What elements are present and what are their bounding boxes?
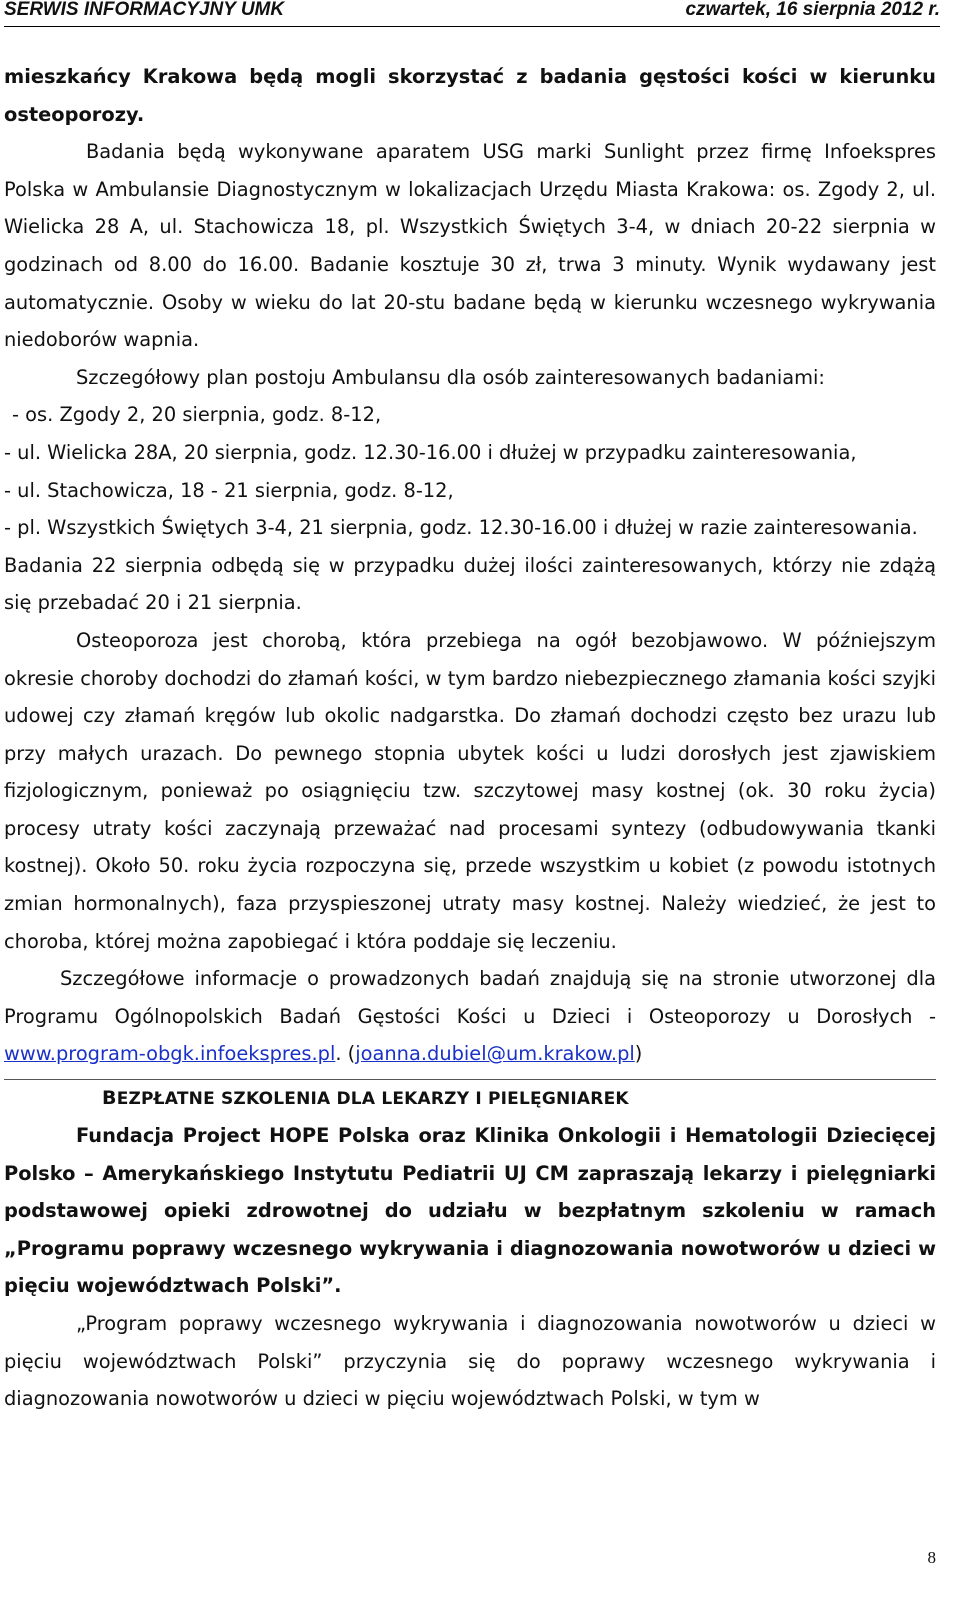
- page-number: 8: [927, 1548, 936, 1567]
- separator-text: ): [634, 1042, 643, 1066]
- info-text: Szczegółowe informacje o prowadzonych badań znajdują się na stronie utworzonej dla Programu Ogólnopolskich Badań Gęstości Kości u Dzieci i Osteoporozy u Dorosłych -: [4, 967, 936, 1028]
- page-header: [4, 0, 940, 27]
- publication-name: SERWIS INFORMACYJNY UMK: [4, 0, 285, 20]
- section-title: BEZPŁATNE SZKOLENIA DLA LEKARZY I PIELĘGNIAREK: [102, 1087, 629, 1110]
- article-paragraph: Badania 22 sierpnia odbędą się w przypadku dużej ilości zainteresowanych, którzy nie zdążą się przebadać 20 i 21 sierpnia.: [4, 553, 936, 615]
- article-paragraph: Badania będą wykonywane aparatem USG marki Sunlight przez firmę Infoekspres Polska w Ambulansie Diagnostycznym w lokalizacjach Urzędu Miasta Krakowa: os. Zgody 2, ul. Wielicka 28 A, ul. Stachowicza 18, pl. Wszystkich Świętych 3-4, w dniach 20-22 sierpnia w godzinach od 8.00 do 16.00. Badanie kosztuje 30 zł, trwa 3 minuty. Wynik wydawany jest automatycznie. Osoby w wieku do lat 20-stu badane będą w kierunku wczesnego wykrywania niedoborów wapnia.: [4, 140, 936, 352]
- page-content: [4, 58, 936, 1418]
- plan-intro: Szczegółowy plan postoju Ambulansu dla osób zainteresowanych badaniami:: [76, 365, 825, 389]
- plan-item: - ul. Wielicka 28A, 20 sierpnia, godz. 12.30-16.00 i dłużej w przypadku zainteresowania,: [4, 440, 857, 464]
- article-paragraph-links: [4, 960, 936, 1073]
- plan-item: - ul. Stachowicza, 18 - 21 sierpnia, godz. 8-12,: [4, 478, 454, 502]
- publication-date: czwartek, 16 sierpnia 2012 r.: [685, 0, 940, 20]
- article-headline: mieszkańcy Krakowa będą mogli skorzystać z badania gęstości kości w kierunku osteoporozy.: [4, 65, 936, 126]
- separator-text: . (: [335, 1042, 356, 1066]
- article-paragraph: „Program poprawy wczesnego wykrywania i diagnozowania nowotworów u dzieci w pięciu województwach Polski” przyczynia się do poprawy wczesnego wykrywania i diagnozowania nowotworów u dzieci w pięciu województwach Polski, w tym w: [4, 1312, 936, 1411]
- article-paragraph: Osteoporoza jest chorobą, która przebiega na ogół bezobjawowo. W późniejszym okresie choroby dochodzi do złamań kości, w tym bardzo niebezpiecznego złamania kości szyjki udowej czy złamań kręgów lub okolic nadgarstka. Do złamań dochodzi często bez urazu lub przy małych urazach. Do pewnego stopnia ubytek kości u ludzi dorosłych jest zjawiskiem fizjologicznym, ponieważ po osiągnięciu tzw. szczytowej masy kostnej (ok. 30 roku życia) procesy utraty kości zaczynają przeważać nad procesami syntezy (odbudowywania tkanki kostnej). Około 50. roku życia rozpoczyna się, przede wszystkim u kobiet (z powodu istotnych zmian hormonalnych), faza przyspieszonej utraty masy kostnej. Należy wiedzieć, że jest to choroba, której można zapobiegać i która poddaje się leczeniu.: [4, 628, 936, 953]
- article-lead: Fundacja Project HOPE Polska oraz Klinika Onkologii i Hematologii Dziecięcej Polsko – Amerykańskiego Instytutu Pediatrii UJ CM zapraszają lekarzy i pielęgniarki podstawowej opieki zdrowotnej do udziału w bezpłatnym szkoleniu w ramach „Programu poprawy wczesnego wykrywania i diagnozowania nowotworów u dzieci w pięciu województwach Polski”.: [4, 1124, 936, 1298]
- program-website-link[interactable]: www.program-obgk.infoekspres.pl: [4, 1042, 336, 1066]
- plan-item: - os. Zgody 2, 20 sierpnia, godz. 8-12,: [12, 403, 382, 427]
- contact-email-link[interactable]: joanna.dubiel@um.krakow.pl: [355, 1042, 635, 1066]
- plan-item: - pl. Wszystkich Świętych 3-4, 21 sierpnia, godz. 12.30-16.00 i dłużej w razie zainteresowania.: [4, 516, 918, 540]
